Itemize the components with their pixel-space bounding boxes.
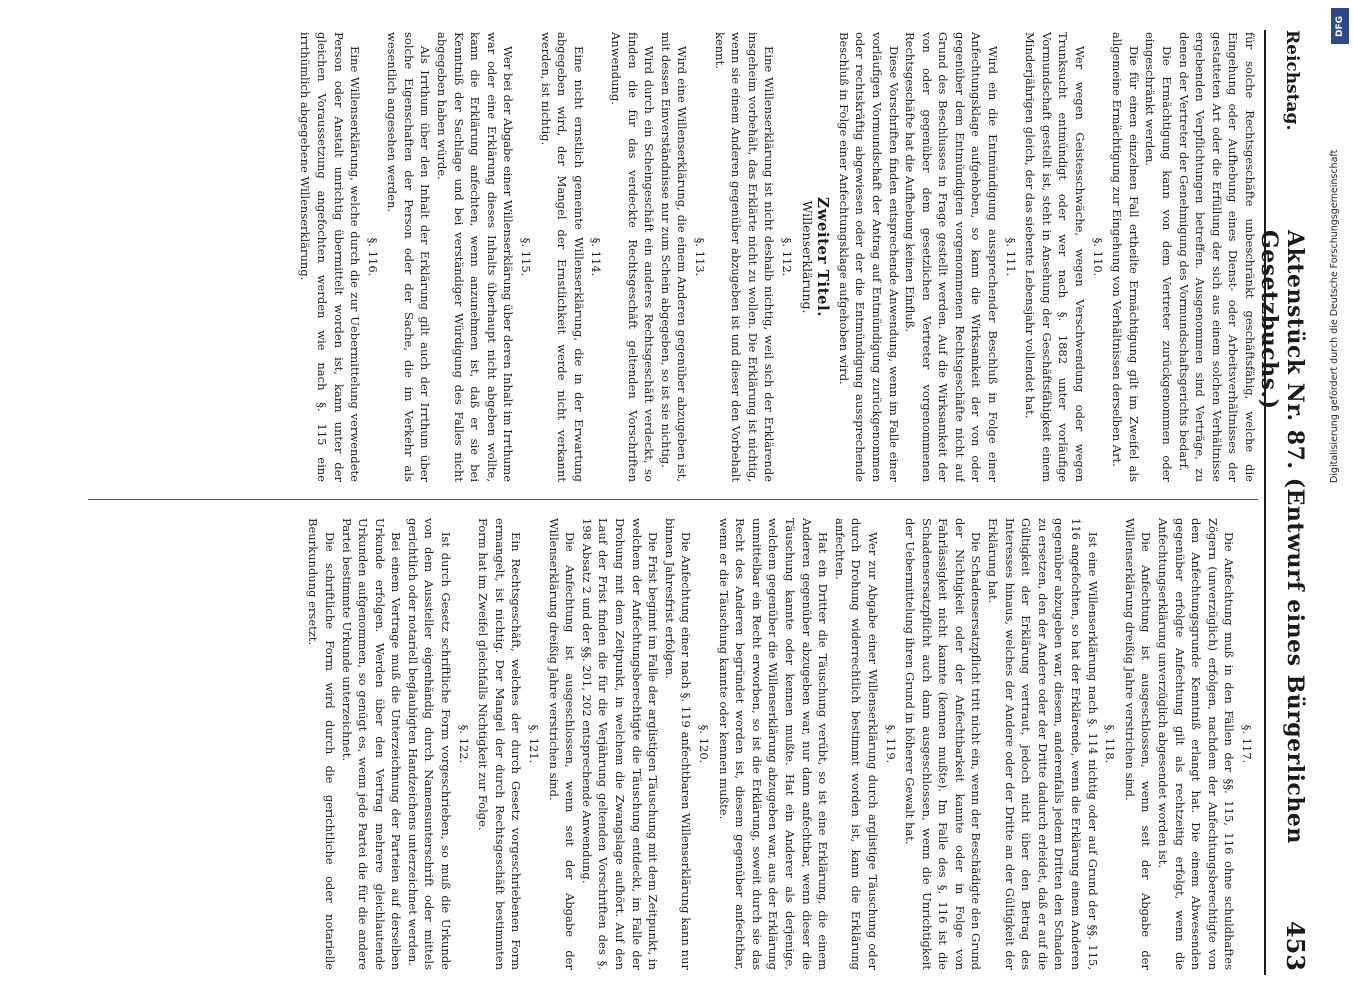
right-column-section-number: §. 121. bbox=[527, 724, 542, 764]
left-column-paragraph: Als Irrthum über den Inhalt der Erklärung gilt auch der Irrthum über solche Eigenschaften der Person oder der Sache, die im Verkehr als wesentlich angesehen werden. bbox=[385, 32, 433, 482]
right-column-section-number: §. 118. bbox=[1103, 724, 1118, 764]
right-column-paragraph: Ist durch Gesetz schriftliche Form vorgeschrieben, so muß die Urkunde von dem Aussteller eigenhändig durch Namensunterschrift oder mittels gerichtlich oder notariell beglaubigten Handzeichens unterzeichnet werden. bbox=[405, 518, 454, 970]
right-column-paragraph: Die Frist beginnt im Falle der arglistigen Täuschung mit dem Zeitpunkt, in welchem der Anfechtungsberechtigte die Täuschung entdeckt, im Falle der Drohung mit dem Zeitpunkt, in welchem die Zwangslage aufhört. Auf den Lauf der Frist finden die für die Verjährung geltenden Vorschriften des §. 198 Absatz 2 und der §§. 201, 202 entsprechende Anwendung. bbox=[579, 518, 661, 970]
right-column bbox=[78, 518, 1258, 970]
left-column-paragraph: Eine Willenserklärung ist nicht deshalb nichtig, weil sich der Erklärende insgeheim vorbehält, das Erklärte nicht zu wollen. Die Erklärung ist nichtig, wenn sie einem Anderen gegenüber abzugeben ist und dieser den Vorbehalt kennt. bbox=[712, 32, 777, 482]
left-column-paragraph: für solche Rechtsgeschäfte unbeschränkt geschäftsfähig, welche die Eingehung oder Aufhebung eines Dienst- oder Arbeitsverhältnisses der gestatteten Art oder die Erfüllung der sich aus einem solchen Verhältnisse ergebenden Verpflichtungen betreffen. Ausgenommen sind Verträge, zu denen der Vertreter der Genehmigung des Vormundschaftsgerichts bedarf. bbox=[1176, 32, 1257, 482]
column-divider bbox=[88, 499, 1258, 500]
right-column-paragraph: Hat ein Dritter die Täuschung verübt, so ist eine Erklärung, die einem Anderen gegenüber abzugeben war, nur dann anfechtbar, wenn dieser die Täuschung kannte oder kennen mußte. Hat ein Anderer als derjenige, welchem gegenüber die Willenserklärung abzugeben war, aus der Erklärung unmittelbar ein Recht erworben, so ist die Erklärung, soweit durch sie das Recht des Anderen begründet worden ist, diesem gegenüber anfechtbar, wenn er die Täuschung kannte oder kennen mußte. bbox=[716, 518, 831, 970]
right-column-section-number: §. 120. bbox=[697, 724, 711, 764]
left-column-paragraph: Eine nicht ernstlich gemeinte Willenserklärung, die in der Erwartung abgegeben wird, der Mangel der Ernstlichkeit werde nicht verkannt werden, ist nichtig. bbox=[538, 32, 586, 482]
left-column-section-number: §. 114. bbox=[589, 237, 604, 277]
header-left: Reichstag. bbox=[1282, 30, 1302, 131]
right-column-paragraph: Die Anfechtung einer nach §. 119 anfechtbaren Willenserklärung kann nur binnen Jahresfrist erfolgen. bbox=[662, 518, 694, 970]
left-column-section-number: §. 113. bbox=[693, 237, 707, 277]
right-column-paragraph: Ein Rechtsgeschäft, welches der durch Gesetz vorgeschriebenen Form ermangelt, ist nichtig. Der Mangel der durch Rechtsgeschäft bestimmten Form hat im Zweifel gleichfalls Nichtigkeit zur Folge. bbox=[476, 518, 524, 970]
right-column-paragraph: Die schriftliche Form wird durch die gerichtliche oder notarielle Beurkundung ersetzt. bbox=[306, 518, 337, 970]
left-column-paragraph: Diese Vorschriften finden entsprechende Anwendung, wenn im Falle einer vorläufigen Vormundschaft der Antrag auf Entmündigung zurückgenommen oder rechtskräftig abgewiesen oder der die Entmündigung aussprechende Beschluß in Folge einer Anfechtungsklage aufgehoben wird. bbox=[836, 32, 901, 482]
left-column-paragraph: Die Ermächtigung kann von dem Vertreter zurückgenommen oder eingeschränkt werden. bbox=[1143, 32, 1175, 482]
right-column-paragraph: Die Schadensersatzpflicht tritt nicht ein, wenn der Beschädigte den Grund der Nichtigkeit oder der Anfechtbarkeit kannte oder in Folge von Fahrlässigkeit nicht kannte (kennen mußte). Im Falle des §. 116 ist die Schadensersatzpflicht auch dann ausgeschlossen, wenn die Unrichtigkeit der Uebermittelung ihren Grund in höherer Gewalt hat. bbox=[903, 518, 984, 970]
left-column-section-number: §. 110. bbox=[1090, 237, 1105, 277]
left-column-section-number: §. 112. bbox=[779, 237, 794, 277]
left-column-chapter-subtitle: Willenserklärung. bbox=[799, 200, 815, 314]
left-column-paragraph: Wird ein die Entmündigung aussprechender Beschluß in Folge einer Anfechtungsklage aufgehoben, so kann die Wirksamkeit der von oder gegenüber dem Entmündigten vorgenommenen Rechtsgeschäfte nicht auf Grund des Beschlusses in Frage gestellt werden. Auf die Wirksamkeit der von oder gegenüber dem gesetzlichen Vertreter vorgenommenen Rechtsgeschäfte hat die Aufhebung keinen Einfluß. bbox=[903, 32, 1001, 482]
left-column-chapter-title: Zweiter Titel. bbox=[814, 197, 833, 317]
left-column-section-number: §. 116. bbox=[365, 237, 380, 277]
scanned-page bbox=[66, 20, 1326, 990]
right-column-paragraph: Wer zur Abgabe einer Willenserklärung durch arglistige Täuschung oder durch Drohung widerrechtlich bestimmt worden ist, kann die Erklärung anfechten. bbox=[832, 518, 880, 970]
right-column-section-number: §. 122. bbox=[456, 724, 471, 764]
page-number: 453 bbox=[1281, 920, 1310, 971]
digitization-credit: Digitalisierung gefördert durch die Deutsche Forschungsgemeinschaft bbox=[1329, 150, 1340, 484]
header-title: Aktenstück Nr. 87. (Entwurf eines Bürgerlichen Gesetzbuchs.) bbox=[1256, 230, 1308, 844]
left-column-section-number: §. 115. bbox=[519, 237, 534, 277]
dfg-logo-icon: DFG bbox=[1331, 8, 1349, 44]
right-column-paragraph: Die Anfechtung muß in den Fällen der §§. 115, 116 ohne schuldhaftes Zögern (unverzüglich) erfolgen, nachdem der Anfechtungsberechtigte von dem Anfechtungsgrunde Kenntniß erlangt hat. Die einem Abwesenden gegenüber erfolgte Anfechtung gilt als rechtzeitig erfolgt, wenn die Anfechtungserklärung unverzüglich abgesendet worden ist. bbox=[1156, 518, 1237, 970]
page-header bbox=[1256, 30, 1316, 975]
left-column-paragraph: Wer wegen Geistesschwäche, wegen Verschwendung oder wegen Trunksucht entmündigt oder wer nach §. 1882 unter vorläufige Vormundschaft gestellt ist, steht in Ansehung der Geschäftsfähigkeit einem Minderjährigen gleich, der das siebente Lebensjahr vollendet hat. bbox=[1023, 32, 1088, 482]
right-column-paragraph: Die Anfechtung ist ausgeschlossen, wenn seit der Abgabe der Willenserklärung dreißig Jahre verstrichen sind. bbox=[1122, 518, 1154, 970]
left-column-section-number: §. 111. bbox=[1003, 237, 1018, 277]
right-column-section-number: §. 119. bbox=[883, 724, 898, 764]
left-column-paragraph: Die für einen einzelnen Fall ertheilte Ermächtigung gilt im Zweifel als allgemeine Ermächtigung zur Eingehung von Verhältnissen derselben Art. bbox=[1110, 32, 1141, 482]
right-column-section-number: §. 117. bbox=[1240, 724, 1254, 764]
right-column-paragraph: Bei einem Vertrage muß die Unterzeichnung der Parteien auf derselben Urkunde erfolgen. Werden über den Vertrag mehrere gleichlautende Urkunden aufgenommen, so genügt es, wenn jede Partei die für die andere Partei bestimmte Urkunde unterzeichnet. bbox=[339, 518, 404, 970]
left-column-paragraph: Eine Willenserklärung, welche durch die zur Uebermittelung verwendete Person oder Anstalt unrichtig übermittelt worden ist, kann unter der gleichen Voraussetzung angefochten werden wie nach §. 115 eine irrthümlich abgegebene Willenserklärung. bbox=[298, 32, 363, 482]
right-column-paragraph: Ist eine Willenserklärung nach §. 114 nichtig oder auf Grund der §§. 115, 116 angefochten, so hat der Erklärende, wenn die Erklärung einem Anderen gegenüber abzugeben war, diesem, anderenfalls jedem Dritten den Schaden zu ersetzen, den der Andere oder der Dritte dadurch erleidet, daß er auf die Gültigkeit der Erklärung vertraut, jedoch nicht über den Betrag des Interesses hinaus, welches der Andere oder der Dritte an der Gültigkeit der Erklärung hat. bbox=[986, 518, 1100, 970]
left-column bbox=[78, 32, 1258, 482]
right-column-paragraph: Die Anfechtung ist ausgeschlossen, wenn seit der Abgabe der Willenserklärung dreißig Jahre verstrichen sind. bbox=[546, 518, 578, 970]
left-column-paragraph: Wird durch ein Scheingeschäft ein anderes Rechtsgeschäft verdeckt, so finden die für das verdeckte Rechtsgeschäft geltenden Vorschriften Anwendung. bbox=[609, 32, 657, 482]
left-column-paragraph: Wird eine Willenserklärung, die einem Anderen gegenüber abzugeben ist, mit dessen Einverständnisse nur zum Schein abgegeben, so ist sie nichtig. bbox=[658, 32, 690, 482]
left-column-paragraph: Wer bei der Abgabe einer Willenserklärung über deren Inhalt im Irrthume war oder eine Erklärung dieses Inhalts überhaupt nicht abgeben wollte, kann die Erklärung anfechten, wenn anzunehmen ist, daß er sie bei Kenntniß der Sachlage und bei verständiger Würdigung des Falles nicht abgegeben haben würde. bbox=[435, 32, 516, 482]
